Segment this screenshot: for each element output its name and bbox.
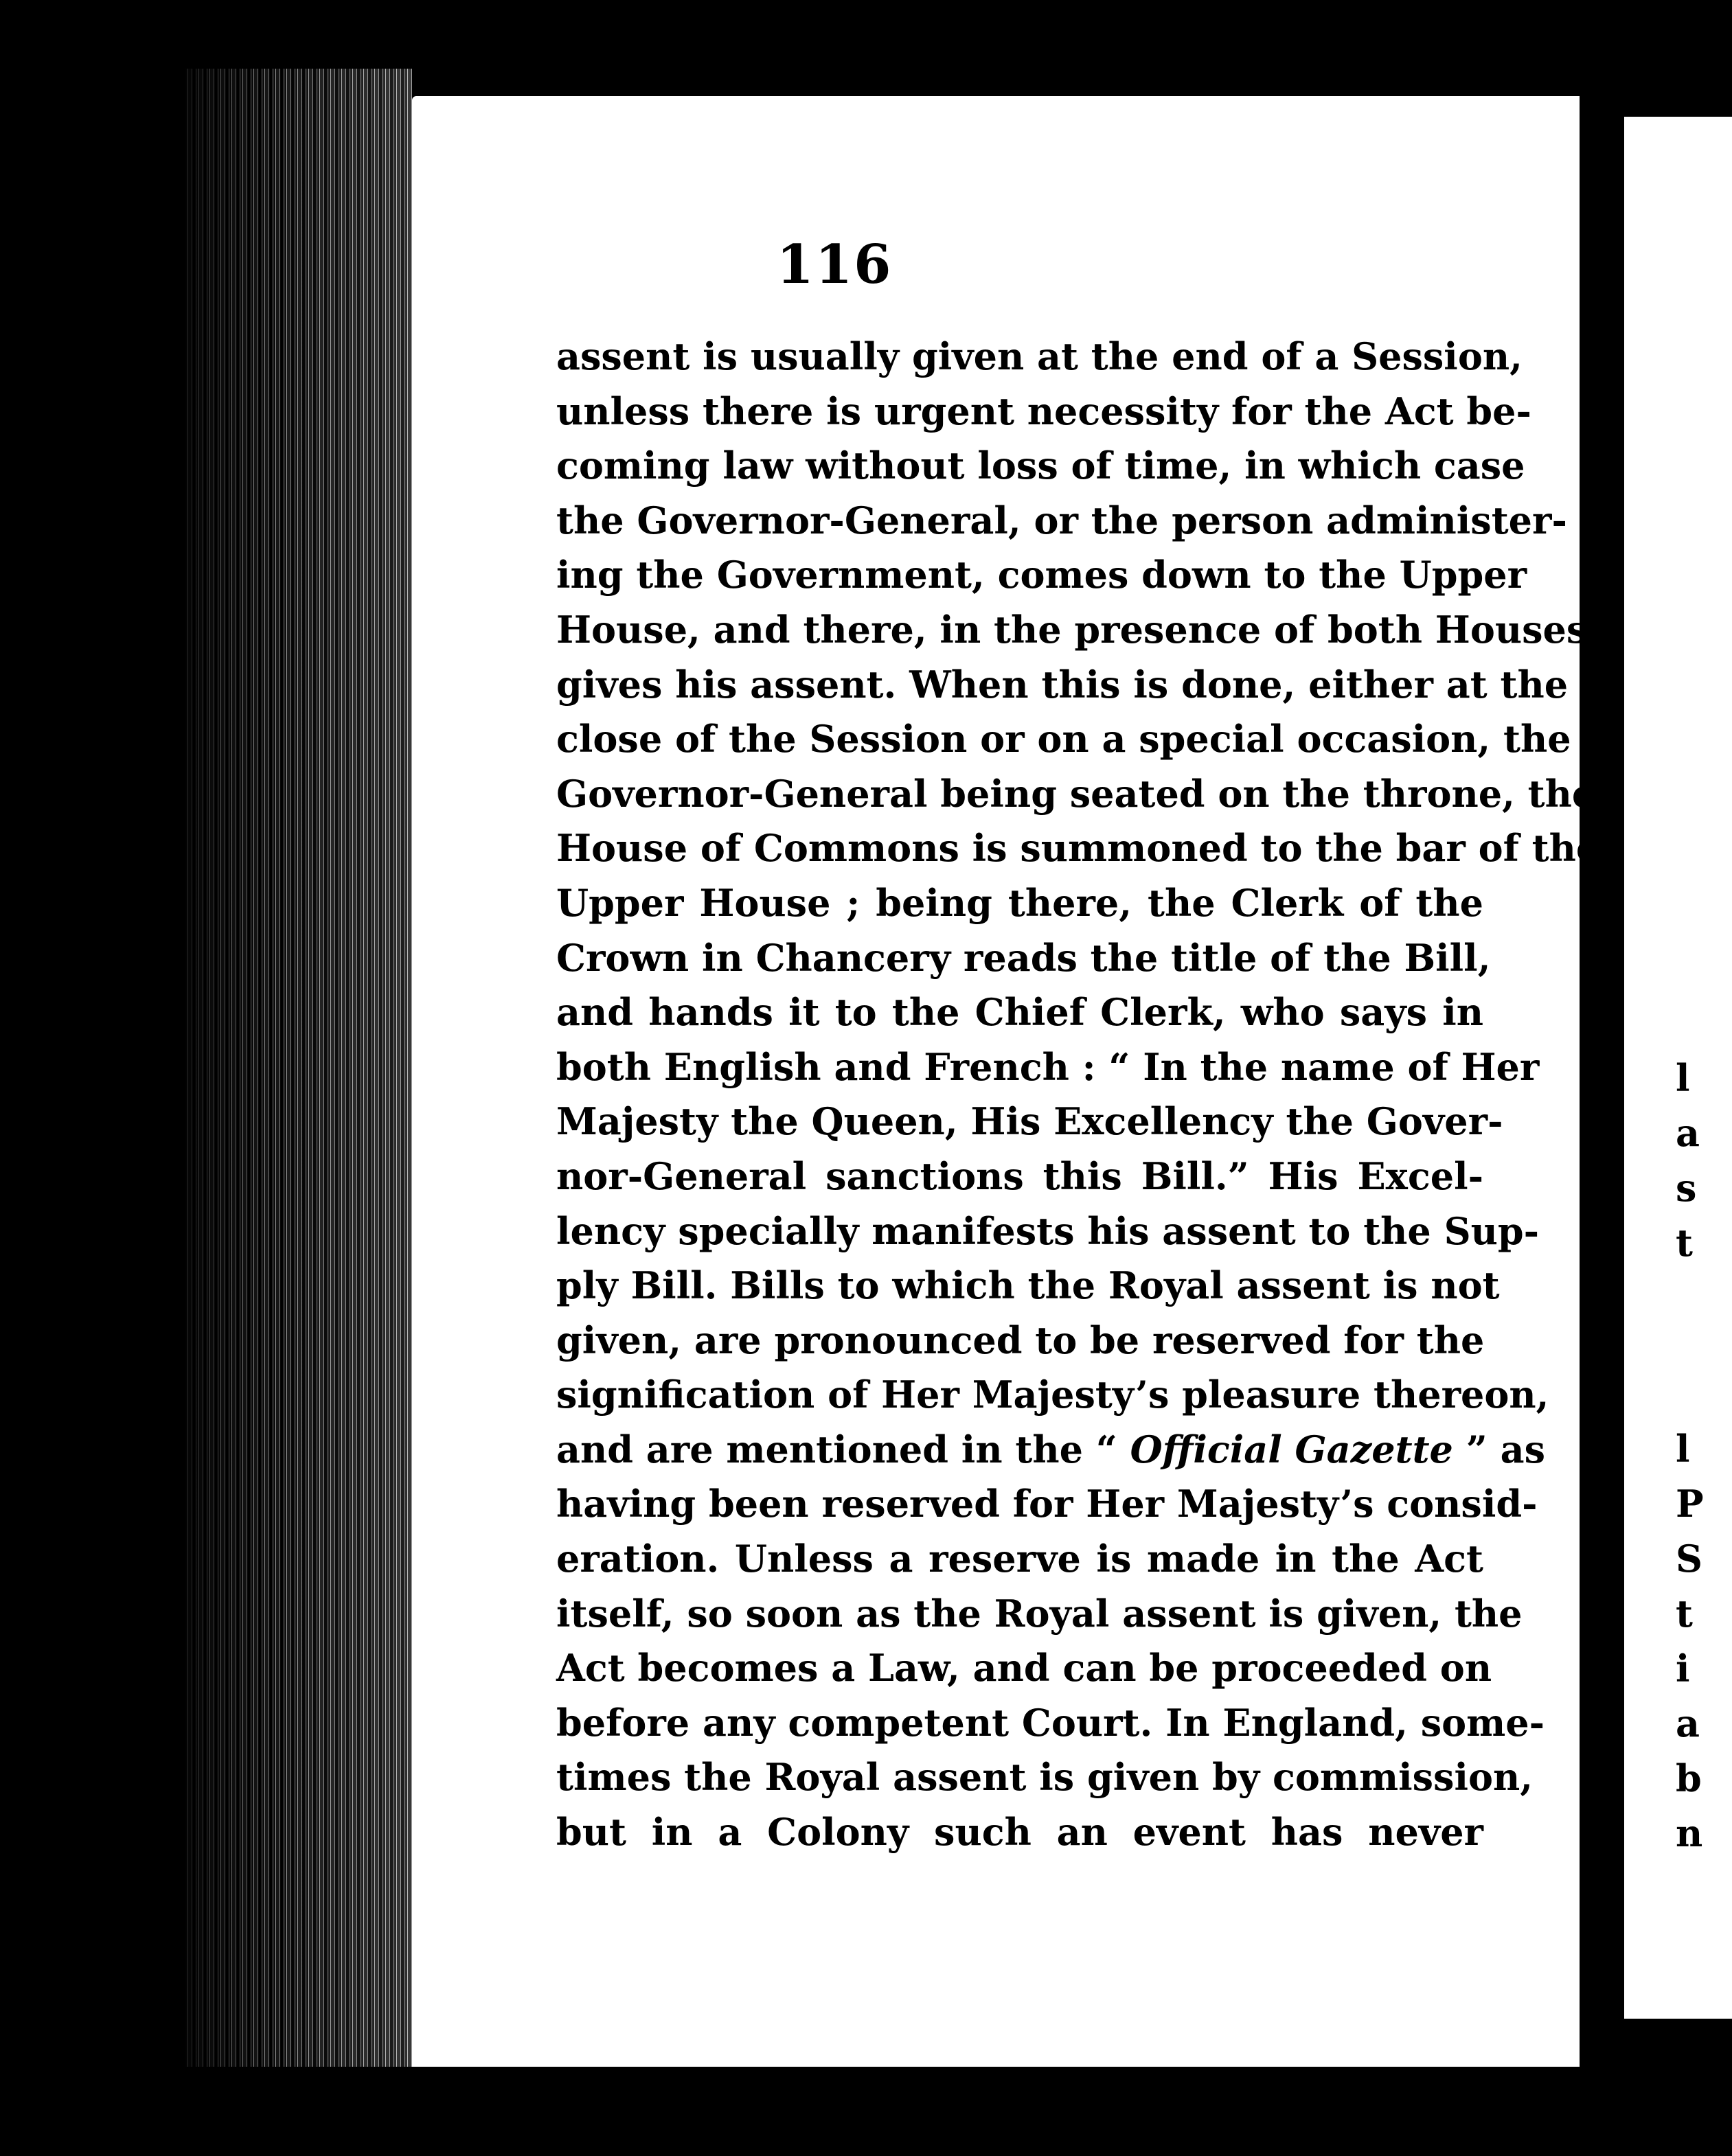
text-line: Governor-General being seated on the throne, the <box>556 771 1596 816</box>
page-number: 116 <box>776 233 893 296</box>
next-letter: t <box>1676 1592 1693 1636</box>
next-page-letters <box>1676 1051 1704 1861</box>
gazette-title: Official Gazette <box>1130 1427 1453 1471</box>
text-line: House, and there, in the presence of both Houses, <box>556 607 1601 652</box>
next-letter: a <box>1676 1111 1700 1155</box>
text-line: Act becomes a Law, and can be proceeded on <box>556 1646 1492 1690</box>
text-line: coming law without loss of time, in which case <box>556 444 1525 488</box>
text-line: eration. Unless a reserve is made in the Act <box>556 1537 1483 1581</box>
next-letter: l <box>1676 1056 1690 1100</box>
text-line: before any competent Court. In England, some- <box>556 1700 1545 1745</box>
text-line: nor-General sanctions this Bill.” His Excel- <box>556 1154 1483 1198</box>
text-line: ply Bill. Bills to which the Royal assent is not <box>556 1263 1500 1308</box>
text-line: House of Commons is summoned to the bar of the <box>556 826 1600 871</box>
next-letter: t <box>1676 1221 1693 1265</box>
text-line: itself, so soon as the Royal assent is given, the <box>556 1591 1523 1636</box>
next-letter: P <box>1676 1482 1704 1526</box>
text-line: lency specially manifests his assent to the Sup- <box>556 1208 1539 1253</box>
text-line: but in a Colony such an event has never <box>556 1810 1483 1855</box>
next-letter: a <box>1676 1701 1700 1745</box>
text-line: times the Royal assent is given by commission, <box>556 1755 1534 1800</box>
text-line: given, are pronounced to be reserved for the <box>556 1318 1485 1362</box>
next-letter: S <box>1676 1537 1702 1581</box>
text-segment: and are mentioned in the “ <box>556 1427 1117 1471</box>
text-line: Upper House ; being there, the Clerk of the <box>556 880 1483 925</box>
text-segment: ” as <box>1452 1427 1545 1471</box>
text-line: the Governor-General, or the person administer- <box>556 498 1567 542</box>
body-text <box>556 330 1601 1860</box>
text-line: Majesty the Queen, His Excellency the Gover- <box>556 1099 1503 1144</box>
next-letter: s <box>1676 1166 1697 1210</box>
text-line-gazette <box>556 1423 1545 1478</box>
text-line: assent is usually given at the end of a Session, <box>556 334 1523 378</box>
next-letter: l <box>1676 1427 1690 1471</box>
text-line: ing the Government, comes down to the Upper <box>556 553 1527 597</box>
text-line: both English and French : “ In the name of Her <box>556 1044 1540 1089</box>
text-line: and hands it to the Chief Clerk, who says in <box>556 990 1483 1035</box>
next-letter: i <box>1676 1647 1690 1690</box>
text-line: gives his assent. When this is done, either at the <box>556 662 1569 707</box>
book-fore-edge <box>185 69 412 2067</box>
next-letter: b <box>1676 1756 1702 1800</box>
text-line: Crown in Chancery reads the title of the Bill, <box>556 935 1491 980</box>
text-line: unless there is urgent necessity for the Act be- <box>556 389 1531 433</box>
text-line: signification of Her Majesty’s pleasure thereon, <box>556 1373 1549 1417</box>
next-letter: n <box>1676 1811 1703 1855</box>
text-line: having been reserved for Her Majesty’s consid- <box>556 1482 1538 1526</box>
text-line: close of the Session or on a special occasion, the <box>556 717 1571 761</box>
